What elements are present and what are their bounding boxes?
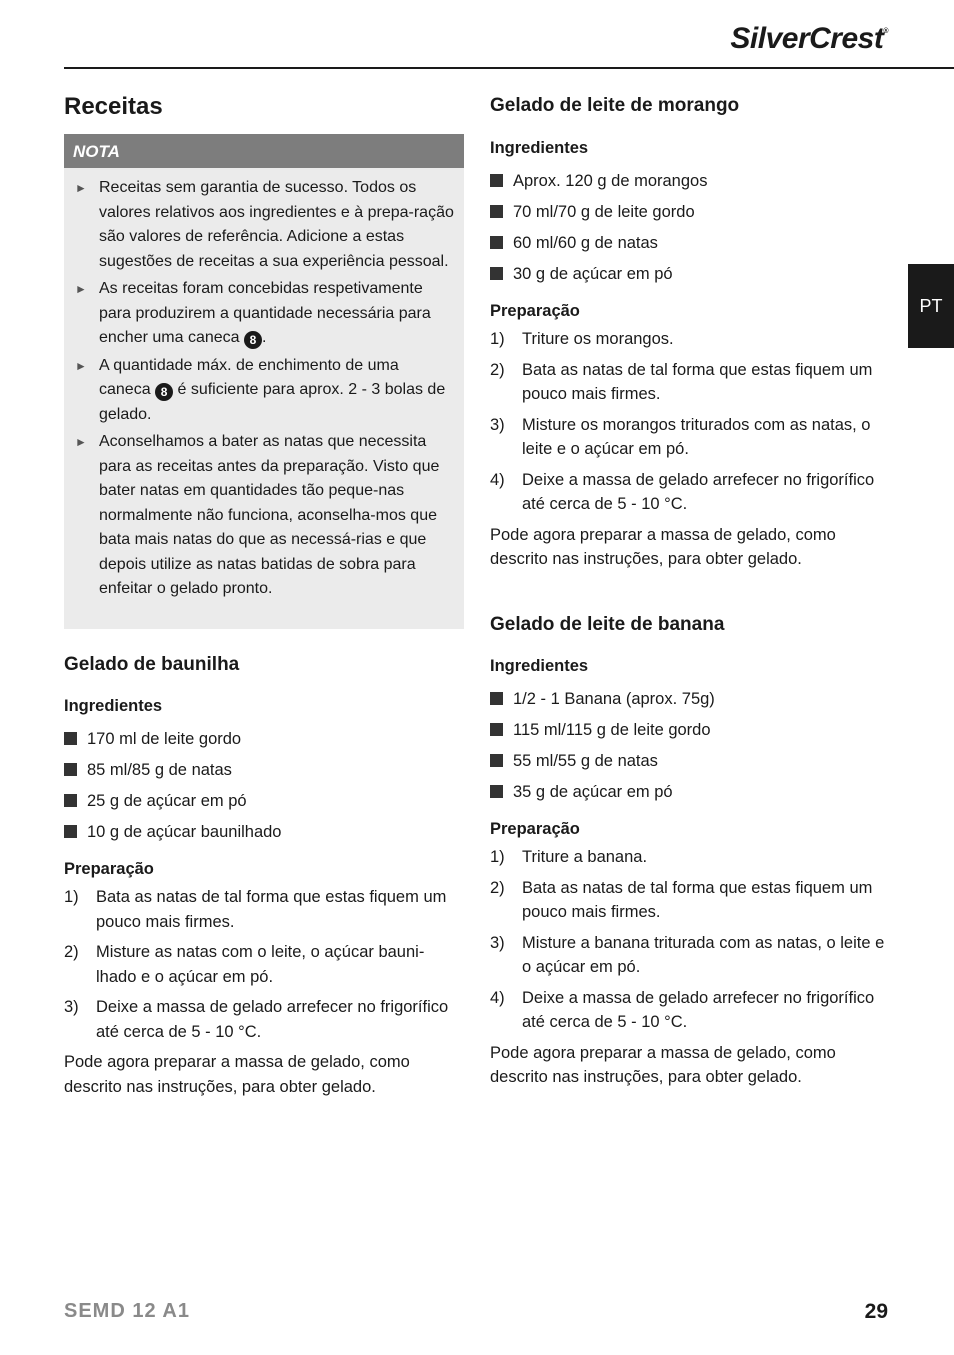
steps-list xyxy=(490,845,892,1035)
step-item: 3) Misture a banana triturada com as natas, o leite e o açúcar em pó. xyxy=(490,933,885,976)
closing-text: Pode agora preparar a massa de gelado, como descrito nas instruções, para obter gelado. xyxy=(64,1053,410,1096)
square-bullet-icon xyxy=(490,236,503,249)
ingredient-item: 85 ml/85 g de natas xyxy=(64,758,464,789)
square-bullet-icon xyxy=(490,754,503,767)
step-item: 2) Bata as natas de tal forma que estas fiquem um pouco mais firmes. xyxy=(490,360,873,403)
ingredients-list xyxy=(490,687,892,811)
ingredient-item: 30 g de açúcar em pó xyxy=(490,262,892,293)
note-list xyxy=(64,168,464,602)
arrow-bullet-icon: ► xyxy=(75,282,87,296)
square-bullet-icon xyxy=(64,732,77,745)
square-bullet-icon xyxy=(490,205,503,218)
note-item: ► Receitas sem garantia de sucesso. Todos os valores relativos aos ingredientes e à prepa-ração são valores de referência. Adicione a estas sugestões de receitas a sua experiência pessoal. xyxy=(64,176,454,274)
ingredient-item: 25 g de açúcar em pó xyxy=(64,789,464,820)
steps-list xyxy=(490,327,892,517)
square-bullet-icon xyxy=(64,763,77,776)
ingredients-heading: Ingredientes xyxy=(490,139,589,157)
note-title: NOTA xyxy=(64,134,464,168)
square-bullet-icon xyxy=(490,174,503,187)
closing-text: Pode agora preparar a massa de gelado, como descrito nas instruções, para obter gelado. xyxy=(490,525,836,568)
arrow-bullet-icon: ► xyxy=(75,435,87,449)
part-reference-badge: 8 xyxy=(155,383,173,401)
preparation-heading: Preparação xyxy=(490,302,580,320)
note-item: ► Aconselhamos a bater as natas que necessita para as receitas antes da preparação. Visto que bater natas em quantidades tão peque-nas normalmente não funciona, aconselha-mos que bata mais natas do que as necessá-rias e que depois utilize as natas batidas de sobra para enfeitar o gelado pronto. xyxy=(64,430,454,602)
recipe-title: Gelado de baunilha xyxy=(64,654,240,675)
recipe-title: Gelado de leite de banana xyxy=(490,614,725,635)
ingredients-heading: Ingredientes xyxy=(64,697,163,715)
steps-list xyxy=(64,885,464,1044)
ingredient-item: 70 ml/70 g de leite gordo xyxy=(490,200,892,231)
header-rule xyxy=(64,67,954,69)
recipe-title: Gelado de leite de morango xyxy=(490,95,740,116)
step-item: 2) Misture as natas com o leite, o açúcar bauni-lhado e o açúcar em pó. xyxy=(64,943,425,986)
language-tab: PT xyxy=(908,264,954,348)
preparation-heading: Preparação xyxy=(64,860,154,878)
step-item: 3) Misture os morangos triturados com as natas, o leite e o açúcar em pó. xyxy=(490,415,871,458)
step-item: 3) Deixe a massa de gelado arrefecer no frigorífico até cerca de 5 - 10 °C. xyxy=(64,998,449,1041)
ingredient-item: Aprox. 120 g de morangos xyxy=(490,169,892,200)
step-item: 1) Bata as natas de tal forma que estas fiquem um pouco mais firmes. xyxy=(64,888,447,931)
step-item: 4) Deixe a massa de gelado arrefecer no frigorífico até cerca de 5 - 10 °C. xyxy=(490,988,875,1031)
arrow-bullet-icon: ► xyxy=(75,181,87,195)
square-bullet-icon xyxy=(490,692,503,705)
ingredients-list xyxy=(490,169,892,293)
note-box xyxy=(64,134,464,629)
step-item: 1) Triture a banana. xyxy=(490,848,648,866)
recipe-strawberry xyxy=(490,95,892,572)
note-item: ► A quantidade máx. de enchimento de uma caneca 8 é suficiente para aprox. 2 - 3 bolas de gelado. xyxy=(64,354,454,428)
step-item: 4) Deixe a massa de gelado arrefecer no frigorífico até cerca de 5 - 10 °C. xyxy=(490,470,875,513)
square-bullet-icon xyxy=(64,825,77,838)
note-item: ► As receitas foram concebidas respetivamente para produzirem a quantidade necessária para encher uma caneca 8 . xyxy=(64,277,454,351)
ingredient-item: 170 ml de leite gordo xyxy=(64,727,464,758)
footer-model: SEMD 12 A1 xyxy=(64,1300,190,1322)
ingredient-item: 115 ml/115 g de leite gordo xyxy=(490,718,892,749)
ingredient-item: 1/2 - 1 Banana (aprox. 75g) xyxy=(490,687,892,718)
page-number: 29 xyxy=(864,1300,888,1323)
ingredient-item: 10 g de açúcar baunilhado xyxy=(64,820,464,851)
page-title: Receitas xyxy=(64,93,163,120)
recipe-vanilla xyxy=(64,654,464,1099)
part-reference-badge: 8 xyxy=(244,331,262,349)
square-bullet-icon xyxy=(490,723,503,736)
ingredients-heading: Ingredientes xyxy=(490,657,589,675)
preparation-heading: Preparação xyxy=(490,820,580,838)
ingredient-item: 55 ml/55 g de natas xyxy=(490,749,892,780)
arrow-bullet-icon: ► xyxy=(75,358,87,373)
recipe-banana xyxy=(490,614,892,1090)
closing-text: Pode agora preparar a massa de gelado, como descrito nas instruções, para obter gelado. xyxy=(490,1043,836,1086)
brand-logo: SilverCrest® xyxy=(730,22,888,55)
step-item: 1) Triture os morangos. xyxy=(490,330,674,348)
ingredients-list xyxy=(64,727,464,851)
ingredient-item: 35 g de açúcar em pó xyxy=(490,780,892,811)
step-item: 2) Bata as natas de tal forma que estas fiquem um pouco mais firmes. xyxy=(490,878,873,921)
ingredient-item: 60 ml/60 g de natas xyxy=(490,231,892,262)
square-bullet-icon xyxy=(490,785,503,798)
square-bullet-icon xyxy=(490,267,503,280)
square-bullet-icon xyxy=(64,794,77,807)
